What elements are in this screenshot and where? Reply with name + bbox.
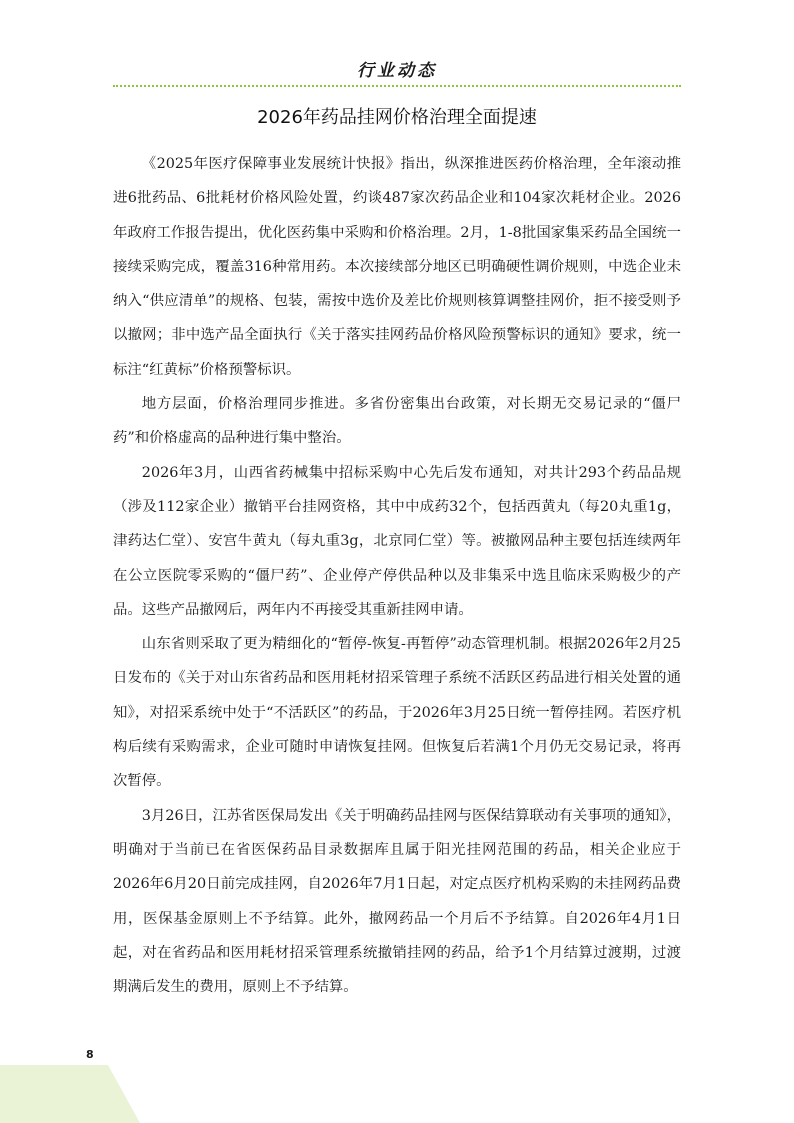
article-body bbox=[113, 147, 681, 1004]
page-corner-decoration bbox=[0, 1065, 140, 1123]
section-header: 行业动态 bbox=[357, 61, 437, 81]
paragraph: 《2025年医疗保障事业发展统计快报》指出，纵深推进医药价格治理，全年滚动推进6批药品、6批耗材价格风险处置，约谈487家次药品企业和104家次耗材企业。2026年政府工作报告提出，优化医药集中采购和价格治理。2月，1-8批国家集采药品全国统一接续采购完成，覆盖316种常用药。本次接续部分地区已明确硬性调价规则，中选企业未纳入“供应清单”的规格、包装，需按中选价及差比价规则核算调整挂网价，拒不接受则予以撤网；非中选产品全面执行《关于落实挂网药品价格风险预警标识的通知》要求，统一标注“红黄标”价格预警标识。 bbox=[113, 156, 681, 378]
page-number: 8 bbox=[86, 1048, 94, 1061]
paragraph: 2026年3月，山西省药械集中招标采购中心先后发布通知，对共计293个药品品规（涉及112家企业）撤销平台挂网资格，其中中成药32个，包括西黄丸（每20丸重1g，津药达仁堂）、安宫牛黄丸（每丸重3g，北京同仁堂）等。被撤网品种主要包括连续两年在公立医院零采购的“僵尸药”、企业停产停供品种以及非集采中选且临床采购极少的产品。这些产品撤网后，两年内不再接受其重新挂网申请。 bbox=[113, 464, 681, 618]
article-title: 2026年药品挂网价格治理全面提速 bbox=[257, 107, 537, 128]
header-divider bbox=[113, 85, 681, 87]
paragraph: 地方层面，价格治理同步推进。多省份密集出台政策，对长期无交易记录的“僵尸药”和价格虚高的品种进行集中整治。 bbox=[113, 396, 681, 447]
paragraph: 3月26日，江苏省医保局发出《关于明确药品挂网与医保结算联动有关事项的通知》，明确对于当前已在省医保药品目录数据库且属于阳光挂网范围的药品，相关企业应于2026年6月20日前完成挂网，自2026年7月1日起，对定点医疗机构采购的未挂网药品费用，医保基金原则上不予结算。此外，撤网药品一个月后不予结算。自2026年4月1日起，对在省药品和医用耗材招采管理系统撤销挂网的药品，给予1个月结算过渡期，过渡期满后发生的费用，原则上不予结算。 bbox=[113, 807, 681, 996]
paragraph: 山东省则采取了更为精细化的“暂停-恢复-再暂停”动态管理机制。根据2026年2月25日发布的《关于对山东省药品和医用耗材招采管理子系统不活跃区药品进行相关处置的通知》，对招采系统中处于“不活跃区”的药品，于2026年3月25日统一暂停挂网。若医疗机构后续有采购需求，企业可随时申请恢复挂网。但恢复后若满1个月仍无交易记录，将再次暂停。 bbox=[113, 636, 681, 790]
